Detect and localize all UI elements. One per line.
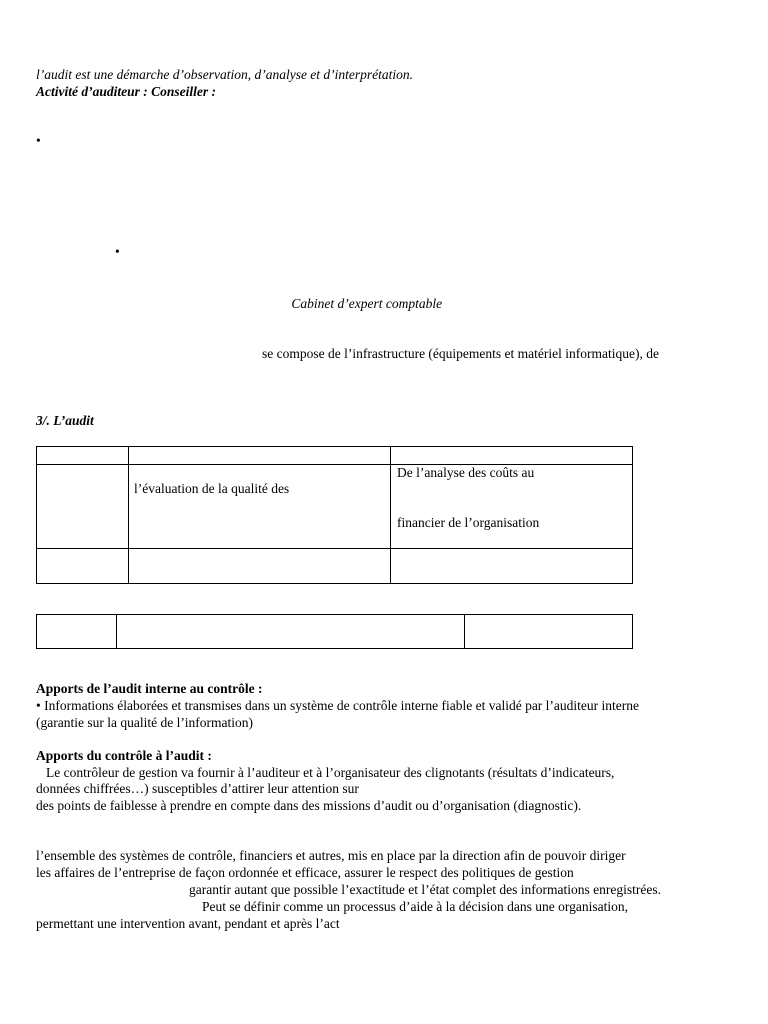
table-cell-text: De l’analyse des coûts au <box>397 465 535 480</box>
table-cell <box>391 465 633 549</box>
table-cell <box>117 615 465 649</box>
apports-control-heading: Apports du contrôle à l’audit : <box>36 748 212 763</box>
table-row <box>37 549 633 584</box>
apports-control-line: données chiffrées…) susceptibles d’attirer leur attention sur <box>36 781 359 796</box>
table-cell <box>391 447 633 465</box>
cabinet-text: Cabinet d’expert comptable <box>291 296 443 311</box>
table-cell <box>37 465 129 549</box>
intro-text: l’audit est une démarche d’observation, d’analyse et d’interprétation. <box>36 67 414 82</box>
control-definition-line: garantir autant que possible l’exactitude et l’état complet des informations enregistrées. <box>189 882 661 897</box>
table-row <box>37 615 633 649</box>
table-row <box>37 465 633 549</box>
table-cell <box>37 615 117 649</box>
control-definition-line: l’ensemble des systèmes de contrôle, financiers et autres, mis en place par la direction afin de pouvoir diriger <box>36 848 626 863</box>
activity-heading: Activité d’auditeur : Conseiller : <box>36 84 216 99</box>
empty-table <box>36 614 633 649</box>
control-definition-line: permettant une intervention avant, pendant et après l’act <box>36 916 340 931</box>
table-row <box>37 447 633 465</box>
apports-control-line: Le contrôleur de gestion va fournir à l’auditeur et à l’organisateur des clignotants (résultats d’indicateurs, <box>46 765 615 780</box>
cabinet-line <box>288 296 442 312</box>
table-cell <box>391 549 633 584</box>
audit-table <box>36 446 633 584</box>
bullet-marker-2: • <box>115 244 120 259</box>
table-cell <box>465 615 633 649</box>
control-definition-line: Peut se définir comme un processus d’aide à la décision dans une organisation, <box>202 899 629 914</box>
table-cell <box>129 549 391 584</box>
table-cell-text: financier de l’organisation <box>397 515 540 530</box>
table-cell <box>129 465 391 549</box>
apports-internal-line: • Informations élaborées et transmises dans un système de contrôle interne fiable et validé par l’auditeur interne <box>36 698 640 713</box>
table-cell <box>37 447 129 465</box>
table-cell <box>129 447 391 465</box>
apports-internal-line: (garantie sur la qualité de l’information) <box>36 715 254 730</box>
apports-control-line: des points de faiblesse à prendre en compte dans des missions d’audit ou d’organisation (diagnostic). <box>36 798 582 813</box>
table-cell-text: l’évaluation de la qualité des <box>134 481 290 496</box>
control-definition-line: les affaires de l’entreprise de façon ordonnée et efficace, assurer le respect des politiques de gestion <box>36 865 574 880</box>
bullet-marker: • <box>36 133 41 148</box>
apports-internal-heading: Apports de l’audit interne au contrôle : <box>36 681 263 696</box>
table-cell <box>37 549 129 584</box>
compose-text: se compose de l’infrastructure (équipements et matériel informatique), de <box>262 346 659 361</box>
section-heading-audit: 3/. L’audit <box>36 413 94 428</box>
